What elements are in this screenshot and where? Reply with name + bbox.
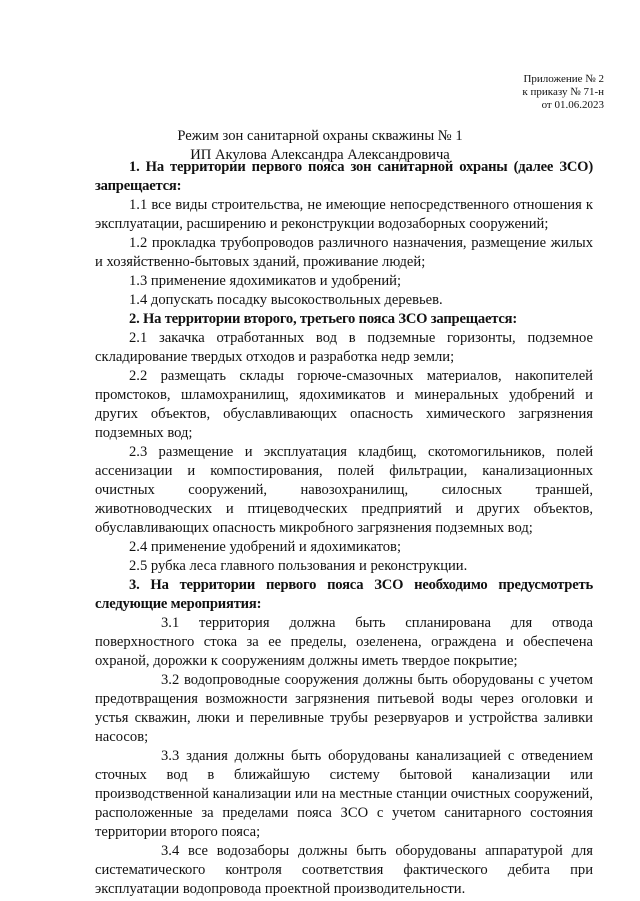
item-2-4: 2.4 применение удобрений и ядохимикатов; (129, 539, 402, 555)
approval-line-order: к приказу № 71-н (522, 86, 604, 98)
section-1-heading: 1. На территории первого пояса зон санитарной охраны (далее ЗСО) запрещается: (95, 159, 593, 194)
item-3-1: 3.1 территория должна быть спланирована для отвода поверхностного стока за ее пределы, озеленена, ограждена и обеспечена охраной, дорожки к сооружениям должны иметь твердое покрытие; (95, 615, 593, 669)
item-3-4: 3.4 все водозаборы должны быть оборудованы аппаратурой для систематического контроля соответствия фактического дебита при эксплуатации водопровода проектной производительности. (95, 843, 593, 897)
approval-stamp (522, 73, 604, 112)
item-1-4: 1.4 допускать посадку высокоствольных деревьев. (129, 292, 443, 308)
item-1-3: 1.3 применение ядохимикатов и удобрений; (129, 273, 402, 289)
item-2-3: 2.3 размещение и эксплуатация кладбищ, скотомогильников, полей ассенизации и компостирования, полей фильтрации, канализационных очистных сооружений, навозохранилищ, силосных траншей, животноводческих и птицеводческих предприятий и других объектов, обуславливающих опасность микробного загрязнения подземных вод; (95, 444, 593, 536)
approval-line-appendix: Приложение № 2 (523, 73, 604, 85)
item-3-2: 3.2 водопроводные сооружения должны быть оборудованы с учетом предотвращения возможности загрязнения питьевой воды через оголовки и устья скважин, люки и переливные трубы резервуаров и устройства заливки насосов; (95, 672, 593, 745)
section-2-heading: 2. На территории второго, третьего пояса ЗСО запрещается: (129, 311, 518, 327)
item-3-3: 3.3 здания должны быть оборудованы канализацией с отведением сточных вод в ближайшую систему бытовой канализации или производственной канализации или на местные станции очистных сооружений, расположенные за пределами пояса ЗСО с учетом санитарного состояния территории второго пояса; (95, 748, 593, 840)
item-2-1: 2.1 закачка отработанных вод в подземные горизонты, подземное складирование твердых отходов и разработка недр земли; (95, 330, 593, 365)
item-2-2: 2.2 размещать склады горюче-смазочных материалов, накопителей промстоков, шламохранилищ, ядохимикатов и минеральных удобрений и других объектов, обуславливающих опасность химического загрязнения подземных вод; (95, 368, 593, 441)
item-1-2: 1.2 прокладка трубопроводов различного назначения, размещение жилых и хозяйственно-бытовых зданий, проживание людей; (95, 235, 593, 270)
approval-line-date: от 01.06.2023 (541, 99, 604, 111)
title-line-2: ИП Акулова Александра Александровича (190, 147, 450, 163)
document-body (95, 158, 593, 899)
item-2-5: 2.5 рубка леса главного пользования и реконструкции. (129, 558, 468, 574)
title-line-1: Режим зон санитарной охраны скважины № 1 (177, 128, 463, 144)
section-3-heading: 3. На территории первого пояса ЗСО необходимо предусмотреть следующие мероприятия: (95, 577, 593, 612)
item-1-1: 1.1 все виды строительства, не имеющие непосредственного отношения к эксплуатации, расширению и реконструкции водозаборных сооружений; (95, 197, 593, 232)
